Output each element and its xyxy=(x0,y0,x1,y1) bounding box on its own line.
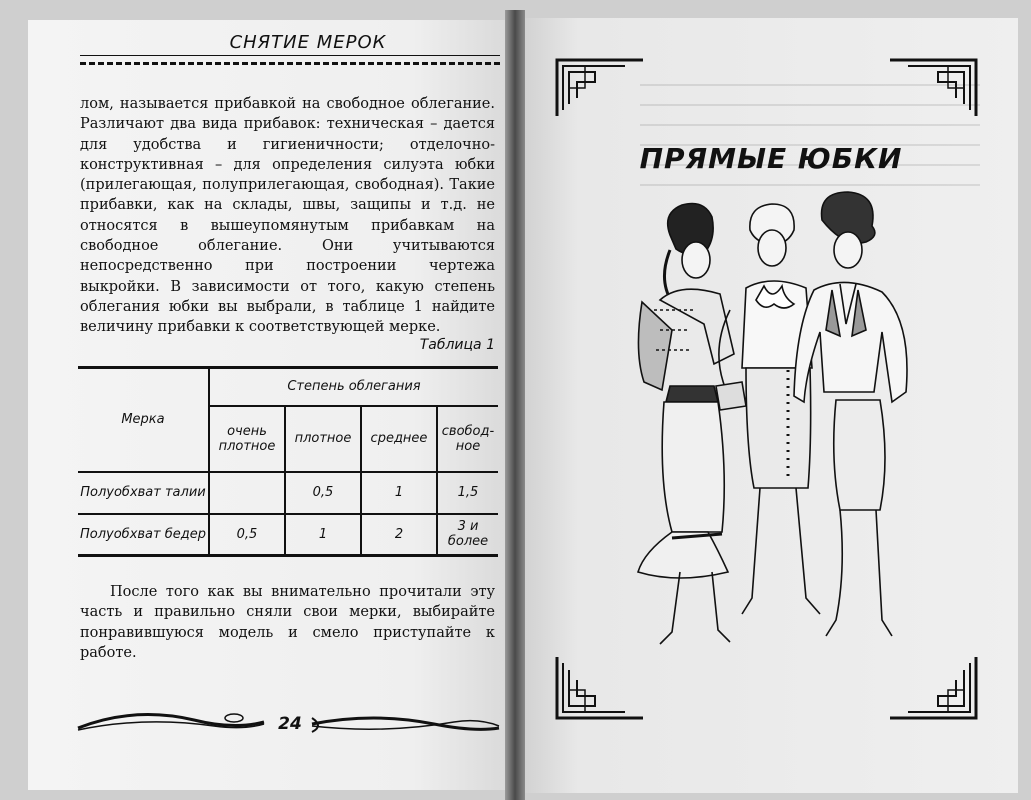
three-women-fashion-illustration-icon xyxy=(600,190,950,660)
corner-ornament-top-left-icon xyxy=(555,58,645,118)
col-header-measure: Мерка xyxy=(78,368,209,472)
paragraph-2: После того как вы внимательно прочитали эту часть и правильно сняли свои мерки, выбирайте понравившуюся модель и смело приступайте к работе. xyxy=(80,584,495,661)
col-header-loose: свобод-ное xyxy=(437,406,498,472)
closing-paragraph xyxy=(80,582,495,663)
paragraph-1: лом, называется прибавкой на свободное облегание. Различают два вида прибавок: техническая – дается для удобства и гигиеничности; отделочно-конструктивная – для определения силуэта юбки (прилегающая, полуприлегающая, свободная). Такие прибавки, как на склады, швы, защипы и т.д. не относятся в вышеупомянутым прибавкам на свободное облегание. Они учитываются непосредственно при построении чертежа выкройки. В зависимости от того, какую степень облегания юбки вы выбрали, в таблице 1 найдите величину прибавки к соответствующей мерке. xyxy=(80,96,495,336)
table-cell: 3 и более xyxy=(437,514,498,556)
figure-middle xyxy=(716,204,820,614)
figure-left xyxy=(638,204,734,645)
table-cell xyxy=(209,472,285,514)
row-label-hips: Полуобхват бедер xyxy=(78,514,209,556)
col-header-group: Степень облегания xyxy=(209,368,498,406)
allowance-table xyxy=(78,366,498,557)
corner-ornament-bottom-right-icon xyxy=(888,655,978,720)
table-cell: 0,5 xyxy=(285,472,361,514)
table-row xyxy=(78,472,498,514)
header-dashed-rule xyxy=(80,62,500,65)
page-number: 24 xyxy=(278,714,302,734)
table-cell: 1 xyxy=(285,514,361,556)
corner-ornament-top-right-icon xyxy=(888,58,978,118)
table-cell: 1 xyxy=(361,472,437,514)
table-cell: 1,5 xyxy=(437,472,498,514)
book-gutter xyxy=(505,10,525,800)
col-header-medium: среднее xyxy=(361,406,437,472)
chapter-title: ПРЯМЫЕ ЮБКИ xyxy=(639,142,903,175)
table-row xyxy=(78,514,498,556)
table-cell: 0,5 xyxy=(209,514,285,556)
body-paragraph xyxy=(80,94,495,338)
table-caption: Таблица 1 xyxy=(419,337,495,353)
corner-ornament-bottom-left-icon xyxy=(555,655,645,720)
running-head: СНЯТИЕ МЕРОК xyxy=(229,32,387,53)
table-cell: 2 xyxy=(361,514,437,556)
col-header-tight: плотное xyxy=(285,406,361,472)
row-label-waist: Полуобхват талии xyxy=(78,472,209,514)
header-rule xyxy=(80,55,500,56)
col-header-very-tight: очень плотное xyxy=(209,406,285,472)
